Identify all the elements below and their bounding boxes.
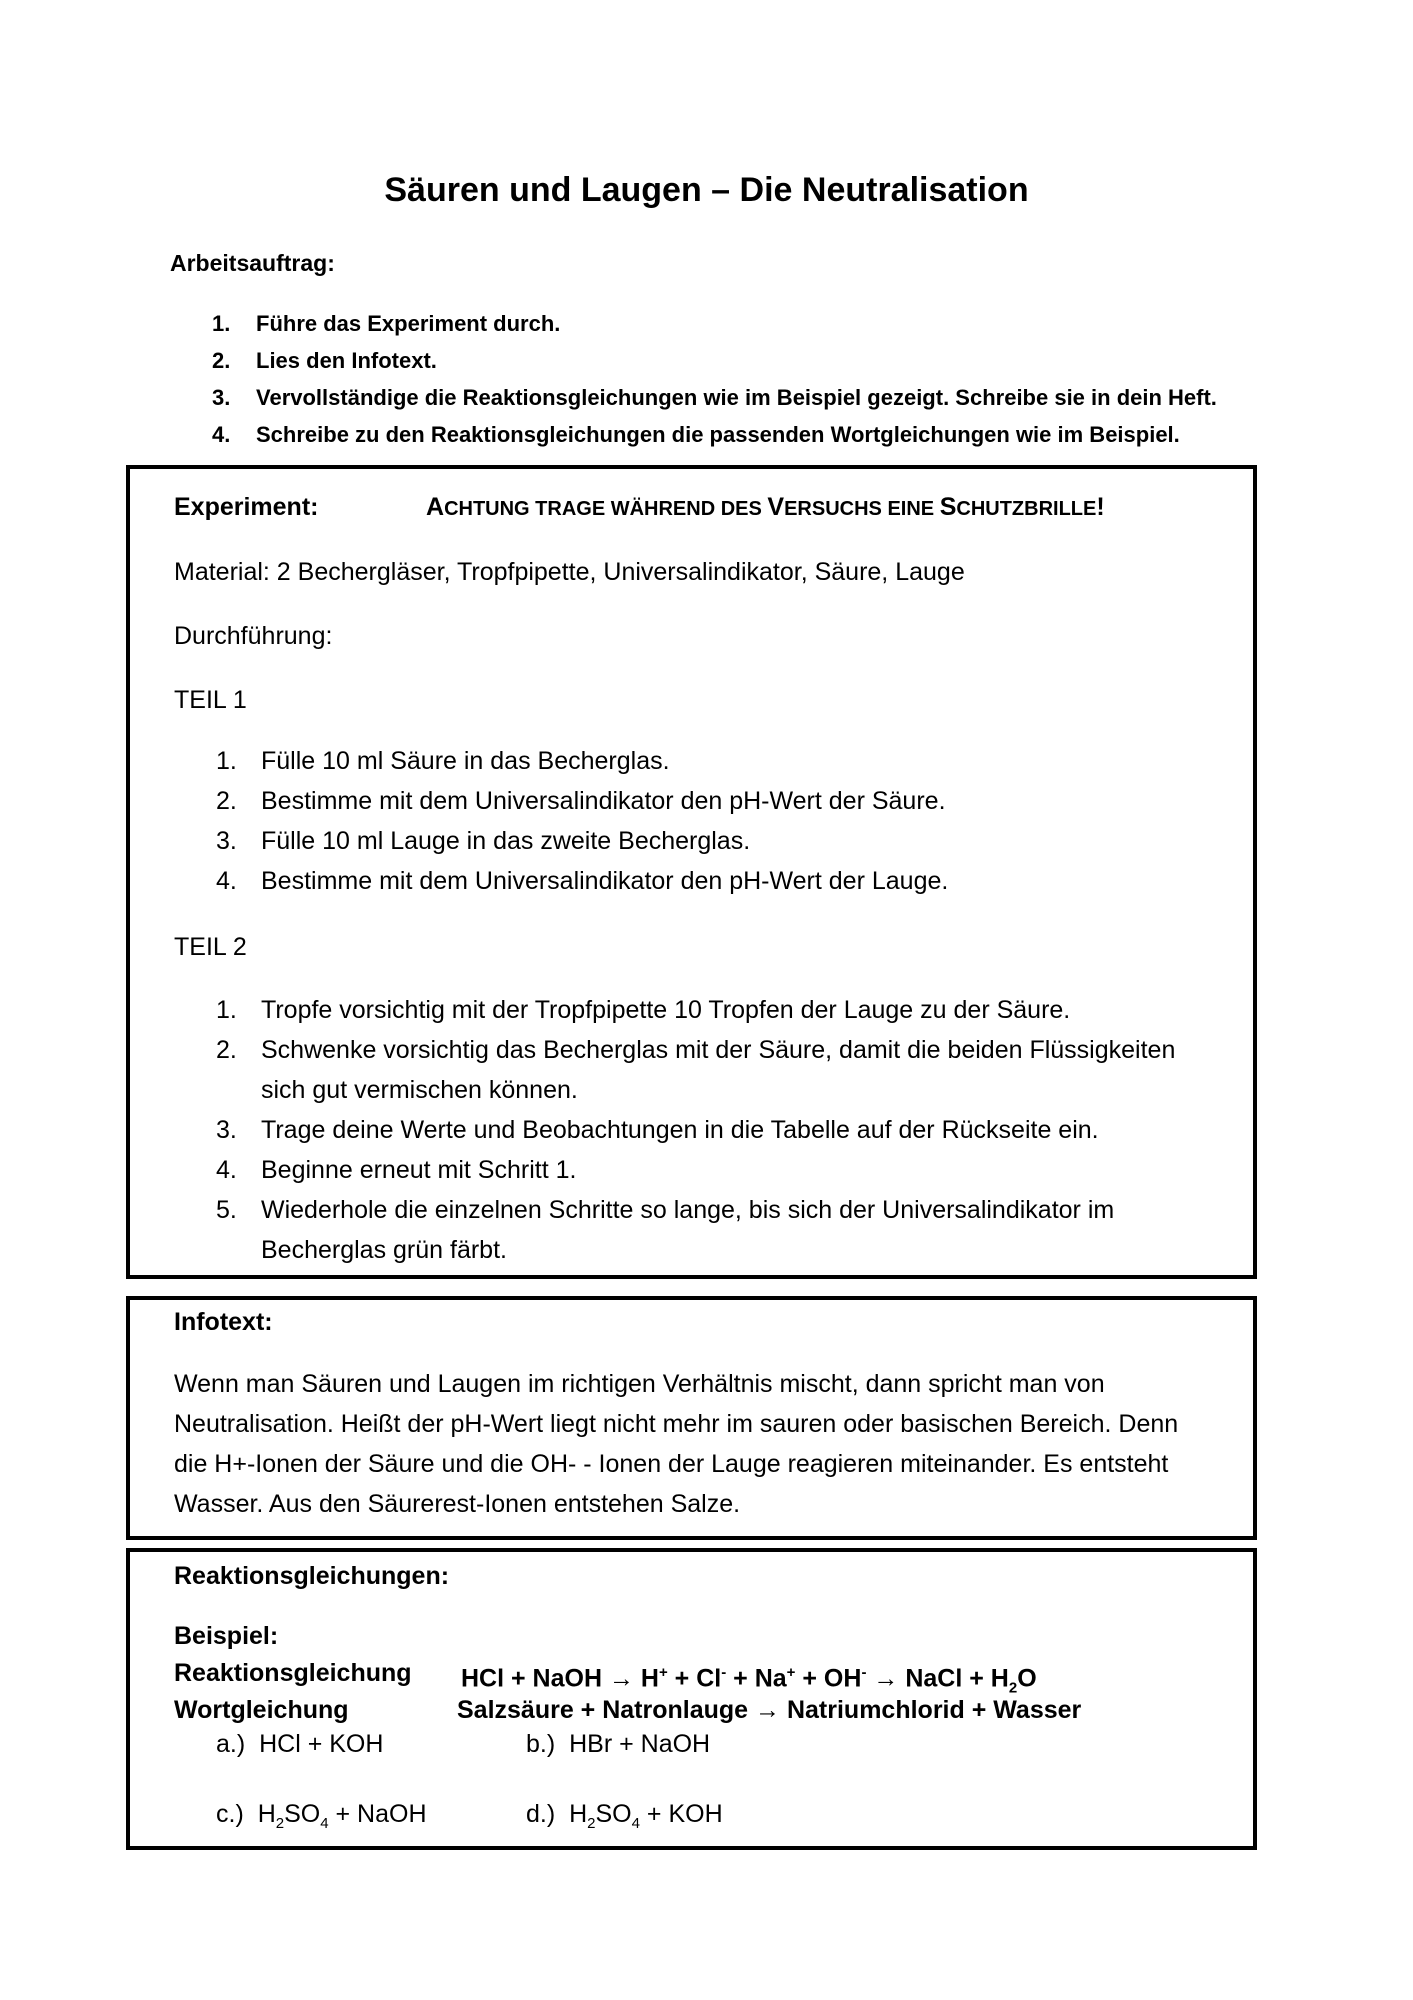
safety-warning: ACHTUNG TRAGE WÄHREND DES VERSUCHS EINE SCHUTZBRILLE! xyxy=(426,493,1105,521)
reaction-equation: HCl + NaOH → H+ + Cl- + Na+ + OH- → NaCl + $H_2O$ xyxy=(461,1664,1037,1697)
experiment-heading: Experiment: xyxy=(174,493,319,521)
list-item: 1. Führe das Experiment durch. xyxy=(212,311,561,336)
task-heading: Arbeitsauftrag: xyxy=(170,250,335,276)
reactions-box xyxy=(126,1548,1257,1850)
list-item: 3. Fülle 10 ml Lauge in das zweite Becherglas. xyxy=(216,827,751,855)
list-item: 2. Lies den Infotext. xyxy=(212,348,437,373)
word-equation-row xyxy=(174,1692,1082,1728)
list-item: 2. Bestimme mit dem Universalindikator den pH-Wert der Säure. xyxy=(216,787,946,815)
word-equation: Salzsäure + Natronlauge → Natriumchlorid + Wasser xyxy=(457,1696,1082,1724)
exercise-d: d.) $H_2SO_4$ + KOH xyxy=(526,1800,723,1832)
reactions-heading: Reaktionsgleichungen: xyxy=(174,1562,450,1590)
list-item: 3. Trage deine Werte und Beobachtungen in die Tabelle auf der Rückseite ein. xyxy=(216,1116,1099,1144)
example-label: Beispiel: xyxy=(174,1622,279,1650)
part1-steps xyxy=(174,741,1213,901)
list-item: 4. Schreibe zu den Reaktionsgleichungen die passenden Wortgleichungen wie im Beispiel. xyxy=(212,422,1180,447)
list-item: 3. Vervollständige die Reaktionsgleichungen wie im Beispiel gezeigt. Schreibe sie in dein Heft. xyxy=(212,385,1217,410)
list-item: 5. Wiederhole die einzelnen Schritte so lange, bis sich der Universalindikator im Becherglas grün färbt. xyxy=(216,1196,1115,1264)
page-title: Säuren und Laugen – Die Neutralisation xyxy=(384,171,1029,209)
info-heading: Infotext: xyxy=(174,1308,273,1336)
exercise-b: b.) HBr + NaOH xyxy=(526,1730,711,1758)
procedure-label: Durchführung: xyxy=(174,622,333,650)
info-box xyxy=(126,1296,1257,1540)
list-item: 2. Schwenke vorsichtig das Becherglas mit der Säure, damit die beiden Flüssigkeiten sich gut vermischen können. xyxy=(216,1036,1176,1104)
exercise-c: c.) $H_2SO_4$ + NaOH xyxy=(216,1800,427,1832)
material-line: Material: 2 Bechergläser, Tropfpipette, Universalindikator, Säure, Lauge xyxy=(174,558,965,586)
list-item: 4. Beginne erneut mit Schritt 1. xyxy=(216,1156,577,1184)
reaction-equation-row xyxy=(174,1655,1037,1697)
list-item: 4. Bestimme mit dem Universalindikator den pH-Wert der Lauge. xyxy=(216,867,949,895)
experiment-box xyxy=(126,465,1257,1279)
task-list xyxy=(200,305,1300,453)
reaction-label: Reaktionsgleichung xyxy=(174,1659,412,1687)
info-text: Wenn man Säuren und Laugen im richtigen Verhältnis mischt, dann spricht man von Neutralisation. Heißt der pH-Wert liegt nicht mehr im sauren oder basischen Bereich. Denn die H+-Ionen der Säure und die OH- - Ionen der Lauge reagieren miteinander. Es entsteht Wasser. Aus den Säurerest-Ionen entstehen Salze. xyxy=(174,1370,1179,1518)
list-item: 1. Tropfe vorsichtig mit der Tropfpipette 10 Tropfen der Lauge zu der Säure. xyxy=(216,996,1071,1024)
word-label: Wortgleichung xyxy=(174,1696,349,1724)
list-item: 1. Fülle 10 ml Säure in das Becherglas. xyxy=(216,747,670,775)
exercise-a: a.) HCl + KOH xyxy=(216,1730,384,1758)
part2-label: TEIL 2 xyxy=(174,933,247,961)
part1-label: TEIL 1 xyxy=(174,686,247,714)
part2-steps xyxy=(174,990,1213,1270)
